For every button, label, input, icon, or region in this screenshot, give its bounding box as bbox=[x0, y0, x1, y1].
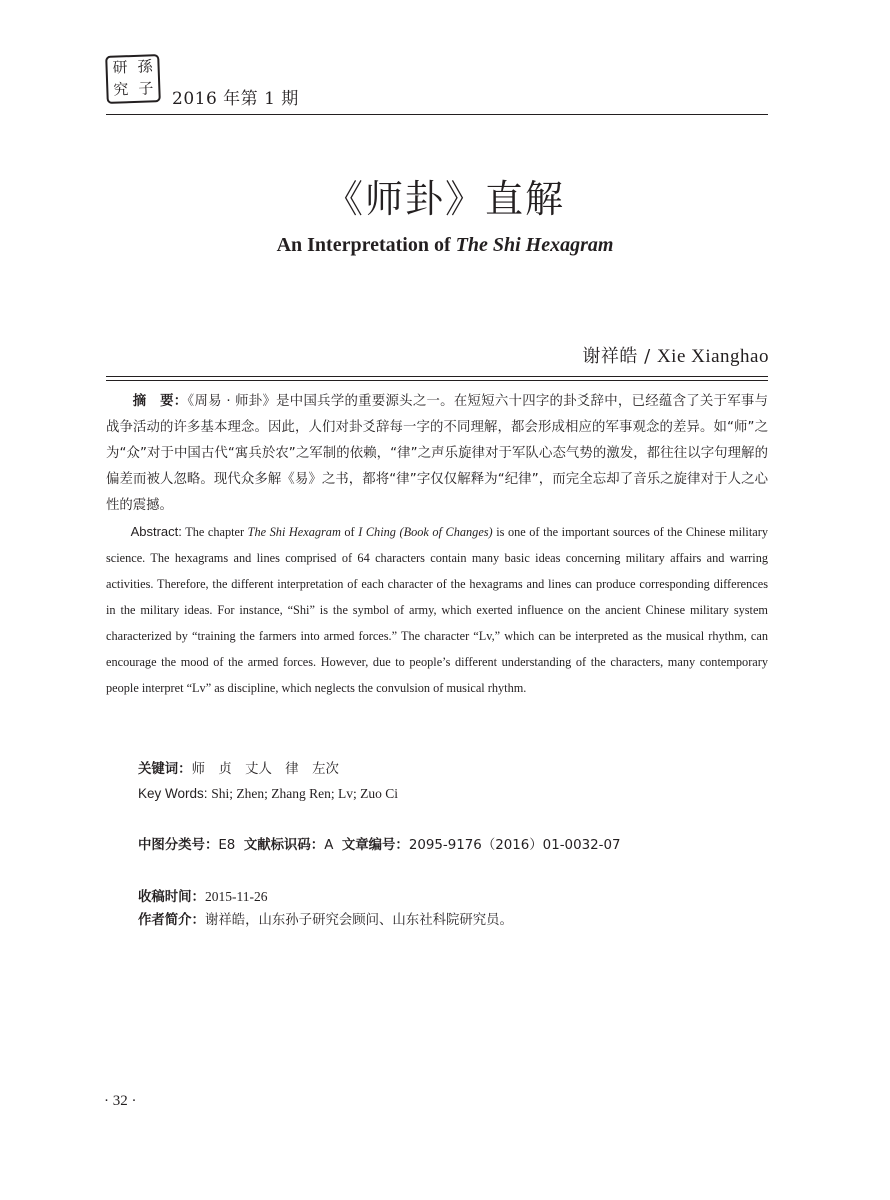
keywords-zh-value: 师 贞 丈人 律 左次 bbox=[191, 762, 339, 777]
keywords-zh-label: 关键词： bbox=[138, 762, 192, 777]
divider-rule-bottom bbox=[106, 380, 768, 381]
clc-label: 中图分类号： bbox=[138, 838, 219, 853]
author-en: Xie Xianghao bbox=[656, 346, 769, 367]
keywords-en-label: Key Words: bbox=[138, 786, 212, 801]
classification-line bbox=[138, 836, 621, 856]
title-english-italic: The Shi Hexagram bbox=[455, 234, 614, 256]
title-english bbox=[0, 234, 890, 257]
logo-char: 研 bbox=[112, 58, 128, 77]
doc-code-value: A bbox=[324, 838, 334, 853]
abstract-en-label: Abstract: bbox=[130, 524, 182, 539]
logo-char: 究 bbox=[113, 80, 129, 99]
logo-char: 孫 bbox=[137, 57, 153, 76]
keywords-en bbox=[138, 784, 398, 804]
journal-issue: 2016 年第 1 期 bbox=[172, 89, 299, 109]
divider-rule-top bbox=[106, 376, 768, 377]
abstract-en-text: is one of the important sources of the Chinese military science. The hexagrams and lines comprised of 64 characters contain many basic ideas concerning military affairs and warring activities. Therefore, the different interpretation of each character of the hexagrams and lines can produce corresponding differences in the military ideas. For instance, “Shi” is the symbol of army, which exerted influence on the ancient Chinese military system characterized by “training the farmers into armed forces.” The character “Lv,” which can be interpreted as the musical rhythm, can encourage the mood of the armed forces. However, due to people’s different understanding of the characters, many contemporary people interpret “Lv” as discipline, which neglects the convulsion of musical rhythm. bbox=[106, 525, 768, 695]
abstract-en-text: The chapter bbox=[181, 525, 248, 539]
article-no-label: 文章编号： bbox=[341, 838, 409, 853]
abstract-zh-text: 《周易 · 师卦》是中国兵学的重要源头之一。在短短六十四字的卦爻辞中，已经蕴含了关于军事与战争活动的许多基本理念。因此，人们对卦爻辞每一字的不同理解，都会形成相应的军事观念的差异。如“师”之为“众”对于中国古代“寓兵於农”之军制的依赖，“律”之声乐旋律对于军队心态气势的激发，都往往以字句理解的偏差而被人忽略。现代众多解《易》之书，都将“律”字仅仅解释为“纪律”，而完全忘却了音乐之旋律对于人之心性的震撼。 bbox=[106, 394, 768, 513]
keywords-zh bbox=[138, 760, 339, 780]
abstract-zh-label: 摘 要： bbox=[132, 394, 188, 409]
abstract-chinese bbox=[106, 389, 768, 519]
received-label: 收稿时间： bbox=[138, 890, 205, 905]
title-english-prefix: An Interpretation of bbox=[276, 234, 456, 256]
keywords-en-value: Shi; Zhen; Zhang Ren; Lv; Zuo Ci bbox=[211, 786, 399, 801]
abstract-en-italic: I Ching (Book of Changes) bbox=[358, 525, 493, 539]
author-zh: 谢祥皓 / bbox=[582, 346, 657, 367]
author-bio bbox=[138, 911, 513, 931]
author-bio-value: 谢祥皓，山东孙子研究会顾问、山东社科院研究员。 bbox=[204, 913, 513, 928]
page-number: · 32 · bbox=[104, 1093, 137, 1109]
received-value: 2015-11-26 bbox=[204, 889, 268, 904]
title-chinese: 《师卦》直解 bbox=[324, 177, 565, 221]
doc-code-label: 文献标识码： bbox=[243, 838, 325, 853]
logo-char: 子 bbox=[138, 79, 154, 98]
abstract-en-italic: The Shi Hexagram bbox=[247, 525, 341, 539]
header-rule bbox=[106, 114, 768, 115]
abstract-en-text: of bbox=[340, 525, 359, 539]
author-bio-label: 作者简介： bbox=[138, 913, 205, 928]
clc-value: E8 bbox=[218, 838, 236, 853]
journal-logo bbox=[105, 54, 161, 104]
author-line bbox=[582, 342, 769, 368]
abstract-english bbox=[106, 519, 768, 701]
received-date bbox=[138, 887, 267, 908]
article-no-value: 2095-9176（2016）01-0032-07 bbox=[408, 838, 621, 853]
